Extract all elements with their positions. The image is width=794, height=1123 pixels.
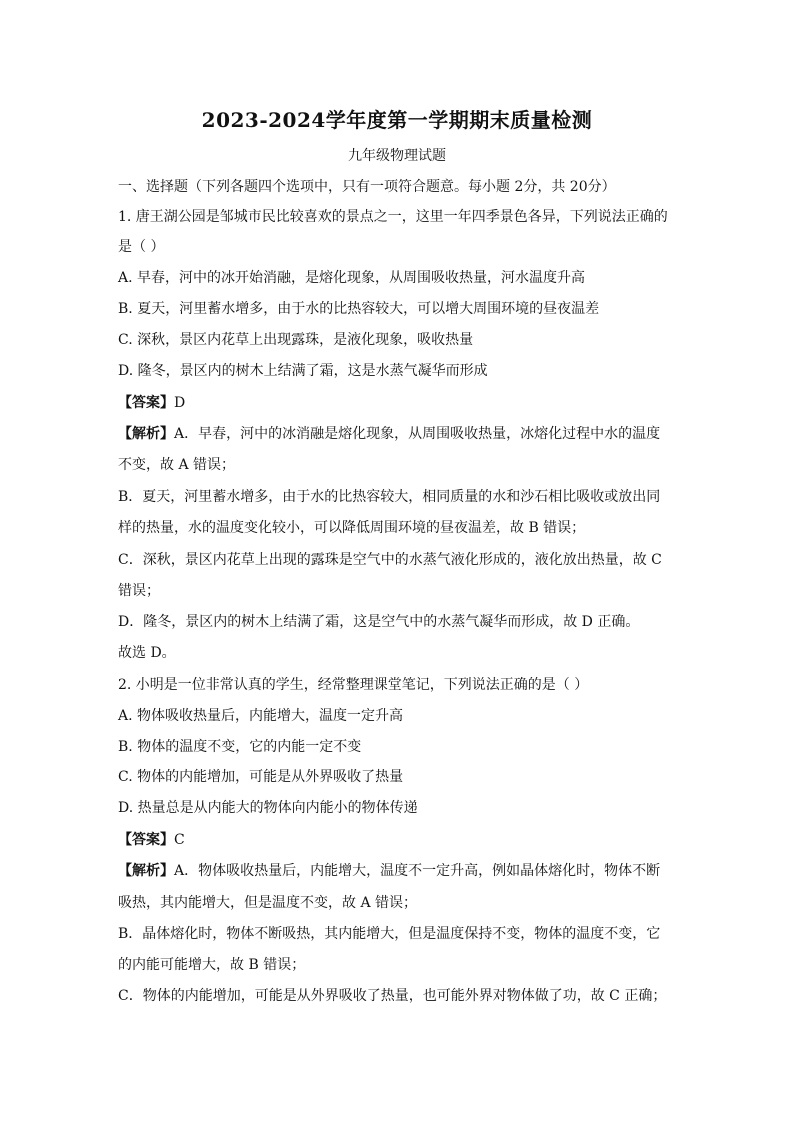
q1-conclusion: 故选 D。 — [118, 645, 176, 661]
q1-analysis-b-line2: 样的热量，水的温度变化较小，可以降低周围环境的昼夜温差，故 B 错误； — [118, 520, 586, 536]
q2-option-d: D. 热量总是从内能大的物体向内能小的物体传递 — [118, 800, 418, 816]
q1-analysis-a-line1 — [118, 425, 660, 443]
q2-analysis-b-line1: B．晶体熔化时，物体不断吸热，其内能增大，但是温度保持不变，物体的温度不变，它 — [118, 926, 661, 942]
q1-answer-value: D — [174, 395, 186, 411]
section-heading: 一、选择题（下列各题四个选项中，只有一项符合题意。每小题 2分，共 20分） — [118, 179, 616, 195]
q2-analysis-a-line1 — [118, 862, 660, 880]
q2-answer-value: C — [174, 832, 185, 848]
q2-analysis-b-line2: 的内能可能增大，故 B 错误； — [118, 957, 306, 973]
q1-analysis-d-line1: D．隆冬，景区内的树木上结满了霜，这是空气中的水蒸气凝华而形成，故 D 正确。 — [118, 614, 640, 630]
q1-analysis-c-line2: 错误； — [118, 583, 160, 599]
page-subtitle: 九年级物理试题 — [348, 148, 446, 164]
q2-stem: 2. 小明是一位非常认真的学生，经常整理课堂笔记，下列说法正确的是（ ） — [118, 677, 589, 693]
q2-answer — [118, 831, 185, 849]
q1-analysis-c-line1: C．深秋，景区内花草上出现的露珠是空气中的水蒸气液化形成的，液化放出热量，故 C — [118, 552, 662, 568]
q1-analysis-b-line1: B．夏天，河里蓄水增多，由于水的比热容较大，相同质量的水和沙石相比吸收或放出同 — [118, 489, 661, 505]
q1-option-a: A. 早春，河中的冰开始消融，是熔化现象，从周围吸收热量，河水温度升高 — [118, 270, 586, 286]
q2-option-c: C. 物体的内能增加，可能是从外界吸收了热量 — [118, 769, 404, 785]
q1-option-d: D. 隆冬，景区内的树木上结满了霜，这是水蒸气凝华而形成 — [118, 363, 488, 379]
page-title: 2023-2024学年度第一学期期末质量检测 — [201, 108, 593, 132]
q2-option-b: B. 物体的温度不变，它的内能一定不变 — [118, 739, 362, 755]
q1-stem-line1: 1. 唐王湖公园是邹城市民比较喜欢的景点之一，这里一年四季景色各异，下列说法正确的 — [118, 209, 668, 225]
q1-answer-tag: 【答案】 — [118, 395, 174, 411]
q1-stem-line2: 是（ ） — [118, 239, 165, 255]
q2-analysis-a-line2: 吸热，其内能增大，但是温度不变，故 A 错误； — [118, 895, 418, 911]
q2-analysis-c-line1: C．物体的内能增加，可能是从外界吸收了热量，也可能外界对物体做了功，故 C 正确； — [118, 988, 667, 1004]
q1-analysis-tag: 【解析】 — [118, 426, 174, 442]
q1-analysis-a-text: A．早春，河中的冰消融是熔化现象，从周围吸收热量，冰熔化过程中水的温度 — [174, 426, 661, 442]
q1-option-b: B. 夏天，河里蓄水增多，由于水的比热容较大，可以增大周围环境的昼夜温差 — [118, 301, 600, 317]
q1-answer — [118, 394, 185, 412]
q1-analysis-a-line2: 不变，故 A 错误； — [118, 457, 236, 473]
q2-analysis-a-text: A．物体吸收热量后，内能增大，温度不一定升高，例如晶体熔化时，物体不断 — [174, 863, 661, 879]
q2-answer-tag: 【答案】 — [118, 832, 174, 848]
q2-analysis-tag: 【解析】 — [118, 863, 174, 879]
q2-option-a: A. 物体吸收热量后，内能增大，温度一定升高 — [118, 708, 404, 724]
q1-option-c: C. 深秋，景区内花草上出现露珠，是液化现象，吸收热量 — [118, 332, 474, 348]
